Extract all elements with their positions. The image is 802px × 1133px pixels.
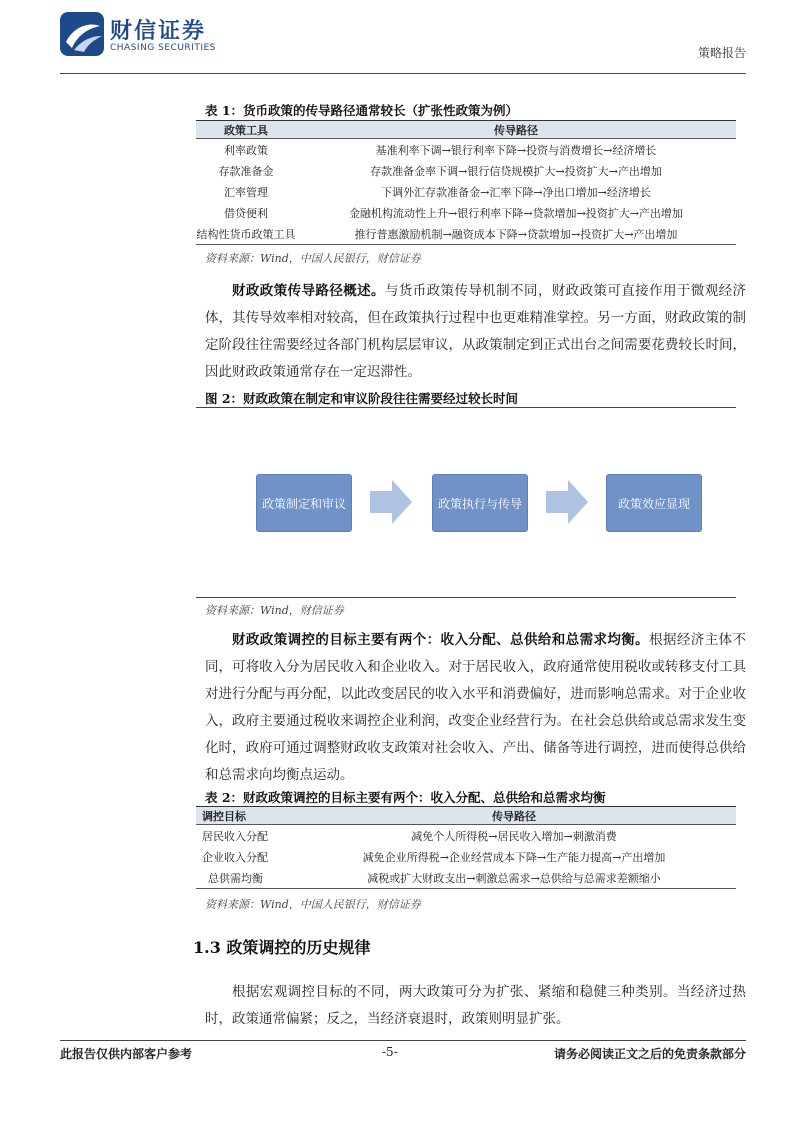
footer-disclaimer: 请务必阅读正文之后的免责条款部分	[553, 1047, 746, 1061]
company-logo-icon	[60, 12, 104, 56]
table1-cell: 利率政策	[224, 143, 268, 157]
flow-arrow-icon	[546, 480, 588, 524]
paragraph-body: 根据宏观调控目标的不同，两大政策可分为扩张、紧缩和稳健三种类别。当经济过热时，政策通常偏紧；反之，当经济衰退时，政策则明显扩张。	[205, 984, 746, 1027]
table-row	[196, 139, 736, 161]
table1-title: 表 1：货币政策的传导路径通常较长（扩张性政策为例）	[205, 103, 519, 118]
table1	[196, 120, 736, 245]
paragraph-lead: 财政政策传导路径概述。	[232, 283, 385, 299]
table2-title: 表 2：财政政策调控的目标主要有两个：收入分配、总供给和总需求均衡	[205, 790, 606, 805]
table2-header-target: 调控目标	[196, 807, 292, 825]
logo-chinese-name: 财信证券	[110, 19, 207, 44]
table1-cell: 借贷便利	[224, 206, 268, 220]
table1-cell: 下调外汇存款准备金→汇率下降→净出口增加→经济增长	[381, 185, 651, 199]
table1-header-path: 传导路径	[296, 121, 736, 139]
table2-cell: 减免个人所得税→居民收入增加→刺激消费	[411, 829, 617, 843]
paragraph-body: 与货币政策传导机制不同，财政政策可直接作用于微观经济体，其传导效率相对较高，但在政策执行过程中也更难精准掌控。另一方面，财政政策的制定阶段往往需要经过各部门机构层层审议，从政策制定到正式出台之间需要花费较长时间，因此财政政策通常存在一定迟滞性。	[205, 283, 747, 380]
table2-cell: 居民收入分配	[202, 829, 268, 843]
table-row	[196, 223, 736, 245]
flow-step-3: 政策效应显现	[606, 474, 702, 532]
table2	[196, 806, 736, 889]
table1-cell: 金融机构流动性上升→银行利率下降→贷款增加→投资扩大→产出增加	[349, 206, 683, 220]
table2-source: 资料来源：Wind，中国人民银行，财信证券	[205, 898, 421, 911]
table-row	[196, 202, 736, 223]
figure2-bottom-rule	[196, 597, 736, 598]
document-type: 策略报告	[697, 46, 746, 60]
figure2-title: 图 2：财政政策在制定和审议阶段往往需要经过较长时间	[205, 391, 519, 406]
table1-cell: 结构性货币政策工具	[196, 223, 296, 245]
footer-notice: 此报告仅供内部客户参考	[60, 1047, 193, 1061]
paragraph-fiscal-transmission	[205, 278, 746, 386]
table1-source: 资料来源：Wind，中国人民银行，财信证券	[205, 252, 421, 265]
figure2-top-rule	[196, 407, 736, 408]
table1-cell: 推行普惠激励机制→融资成本下降→贷款增加→投资扩大→产出增加	[296, 223, 736, 245]
table1-cell: 存款准备金率下调→银行信贷规模扩大→投资扩大→产出增加	[370, 164, 662, 178]
table1-header-tool: 政策工具	[196, 121, 296, 139]
section-title: 1.3 政策调控的历史规律	[193, 938, 371, 957]
footer-divider	[60, 1040, 746, 1041]
flow-step-2: 政策执行与传导	[432, 474, 528, 532]
figure2-source: 资料来源：Wind，财信证券	[205, 604, 344, 617]
table2-cell: 减税或扩大财政支出→刺激总需求→总供给与总需求差额缩小	[292, 867, 736, 889]
paragraph-policy-patterns	[205, 979, 746, 1033]
table1-cell: 基准利率下调→银行利率下降→投资与消费增长→经济增长	[375, 143, 657, 157]
logo-english-name: CHASING SECURITIES	[110, 43, 216, 53]
flow-step-1: 政策制定和审议	[256, 474, 352, 532]
table2-cell: 总供需均衡	[196, 867, 292, 889]
header-divider	[60, 73, 746, 74]
paragraph-lead: 财政政策调控的目标主要有两个：收入分配、总供给和总需求均衡。	[232, 632, 650, 648]
paragraph-body: 根据经济主体不同，可将收入分为居民收入和企业收入。对于居民收入，政府通常使用税收或转移支付工具对进行分配与再分配，以此改变居民的收入水平和消费偏好，进而影响总需求。对于企业收入，政府主要通过税收来调控企业利润，改变企业经营行为。在社会总供给或总需求发生变化时，政府可通过调整财政收支政策对社会收入、产出、储备等进行调控，进而使得总供给和总需求向均衡点运动。	[205, 632, 747, 783]
table-row	[196, 867, 736, 889]
page-number: -5-	[382, 1045, 398, 1059]
table-row	[196, 846, 736, 867]
table1-cell: 存款准备金	[218, 164, 274, 178]
table-row	[196, 160, 736, 181]
table-row	[196, 181, 736, 202]
flow-arrow-icon	[370, 480, 412, 524]
table2-cell: 减免企业所得税→企业经营成本下降→生产能力提高→产出增加	[362, 850, 666, 864]
table-row	[196, 825, 736, 847]
table2-cell: 企业收入分配	[202, 850, 268, 864]
table1-cell: 汇率管理	[224, 185, 268, 199]
paragraph-fiscal-targets	[205, 627, 746, 789]
table2-header-path: 传导路径	[292, 807, 736, 825]
